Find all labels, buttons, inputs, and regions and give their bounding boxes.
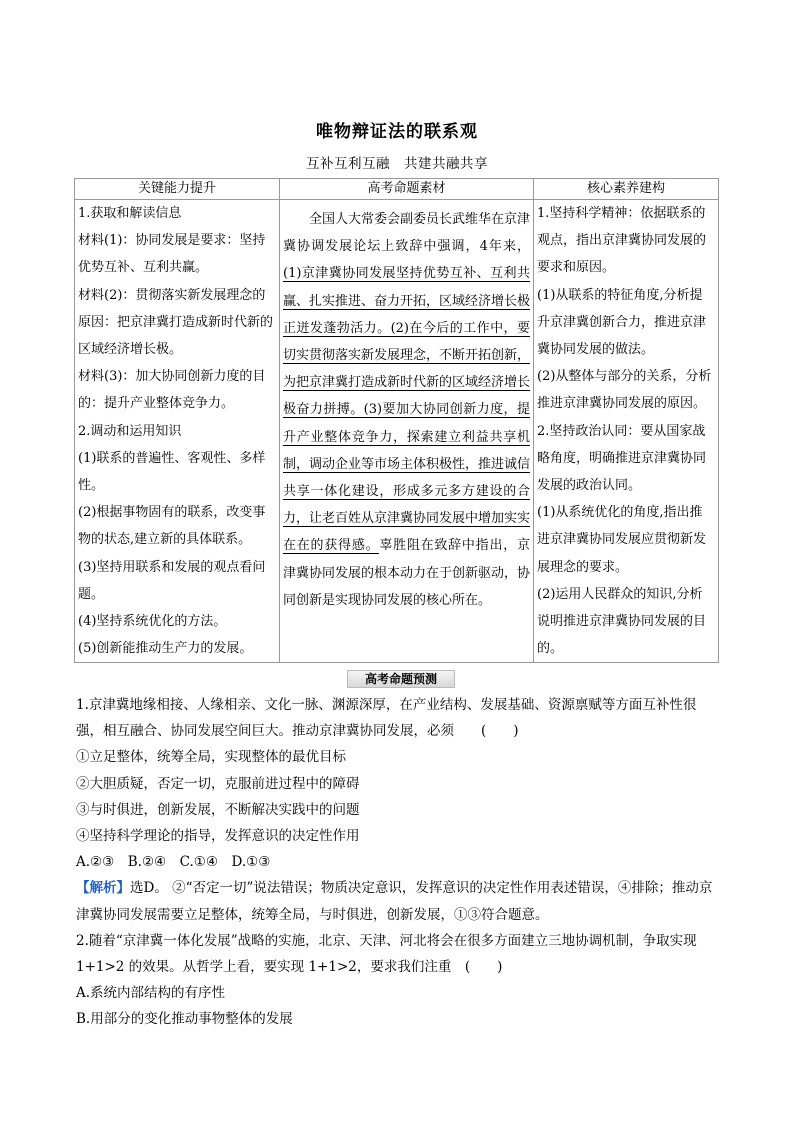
question-1-option: ①立足整体，统筹全局，实现整体的最优目标: [76, 749, 346, 766]
list-item: (1)联系的普遍性、客观性、多样性。: [78, 450, 266, 494]
material-text: 全国人大常委会副委员长武维华在京津冀协调发展论坛上致辞中强调，4年来，: [283, 212, 531, 255]
table-header: 关键能力提升: [75, 179, 280, 200]
material-text: 辜胜阻在致辞中指出，京津冀协同发展的根本动力在于创新驱动，协同创新是实现协同发展的核心所在。: [283, 538, 531, 608]
question-2-option: A.系统内部结构的有序性: [76, 985, 226, 1002]
section-banner: 高考命题预测: [347, 670, 455, 688]
material-underlined-2: (2)在今后的工作中，要切实贯彻落实新发展理念，不断开拓创新，为把京津冀打造成新时代新的区域经济增长极奋力拼搏。: [283, 320, 531, 418]
list-item: 材料(3)：加大协同创新力度的目的：提升产业整体竞争力。: [78, 369, 266, 412]
table-row: [75, 200, 719, 663]
material-cell: [280, 200, 534, 663]
question-1-option: ②大胆质疑，否定一切，克服前进过程中的障碍: [76, 775, 360, 792]
list-item: (3)坚持用联系和发展的观点看问题。: [78, 559, 266, 602]
material-underlined-3: (3)要加大协同创新力度，提升产业整体竞争力，探索建立利益共享机制，调动企业等市场主体积极性，推进诚信共享一体化建设，形成多元多方建设的合力，让老百姓从京津冀协同发展中增加实实在在的获得感。: [283, 402, 531, 554]
list-item: (5)创新能推动生产力的发展。: [78, 641, 253, 657]
list-item: (2)运用人民群众的知识,分析说明推进京津冀协同发展的目的。: [537, 586, 707, 657]
list-item: 2.调动和运用知识: [78, 423, 182, 439]
list-item: 材料(1)：协同发展是要求：坚持优势互补、互利共赢。: [78, 233, 266, 276]
question-1-analysis: [76, 875, 722, 927]
list-item: (2)根据事物固有的联系，改变事物的状态,建立新的具体联系。: [78, 505, 266, 548]
question-1-stem: 1.京津冀地缘相接、人缘相亲、文化一脉、渊源深厚，在产业结构、发展基础、资源禀赋等方面互补性很强，相互融合、协同发展空间巨大。推动京津冀协同发展，必须 ( ): [76, 697, 697, 740]
material-paragraph: [283, 206, 530, 614]
analysis-text: 选D。 ②“否定一切”说法错误；物质决定意识，发挥意识的决定性作用表述错误，④排除；推动京津冀协同发展需要立足整体，统筹全局，与时俱进，创新发展，①③符合题意。: [76, 880, 713, 923]
questions-section: [76, 692, 722, 1033]
table-header-row: [75, 179, 719, 200]
content-table: [74, 178, 719, 663]
analysis-label: 【解析】: [76, 880, 130, 897]
list-item: (1)从联系的特征角度,分析提升京津冀创新合力，推进京津冀协同发展的做法。: [537, 287, 707, 358]
question-1-option: ③与时俱进，创新发展，不断解决实践中的问题: [76, 801, 360, 818]
question-1-option: ④坚持科学理论的指导，发挥意识的决定性作用: [76, 828, 360, 845]
page-title: 唯物辩证法的联系观: [316, 122, 478, 142]
question-2-option: B.用部分的变化推动事物整体的发展: [76, 1011, 293, 1028]
list-item: 1.获取和解读信息: [78, 206, 182, 221]
question-2-stem: 2.随着“京津冀一体化发展”战略的实施，北京、天津、河北将会在很多方面建立三地协调机制，争取实现 1+1>2 的效果。从哲学上看，要实现 1+1>2，要求我们注重 ( ): [76, 932, 697, 976]
material-underlined-1: (1)京津冀协同发展坚持优势互补、互利共赢、扎实推进、奋力开拓，区域经济增长极正迸发蓬勃活力。: [283, 266, 531, 336]
list-item: 1.坚持科学精神：依据联系的观点，指出京津冀协同发展的要求和原因。: [537, 206, 707, 276]
table-header: 核心素养建构: [534, 179, 719, 200]
list-item: (2)从整体与部分的关系，分析推进京津冀协同发展的原因。: [537, 369, 712, 412]
question-1-choices: A.②③ B.②④ C.①④ D.①③: [76, 854, 271, 871]
list-item: (4)坚持系统优化的方法。: [78, 614, 227, 630]
key-ability-cell: [75, 200, 280, 663]
core-literacy-cell: [534, 200, 719, 663]
list-item: (1)从系统优化的角度,指出推进京津冀协同发展应贯彻新发展理念的要求。: [537, 505, 707, 575]
table-header: 高考命题素材: [280, 179, 534, 200]
list-item: 2.坚持政治认同：要从国家战略角度，明确推进京津冀协同发展的政治认同。: [537, 423, 707, 494]
page-subtitle: 互补互利互融 共建共融共享: [306, 156, 488, 172]
list-item: 材料(2)：贯彻落实新发展理念的原因：把京津冀打造成新时代新的区域经济增长极。: [78, 287, 274, 358]
